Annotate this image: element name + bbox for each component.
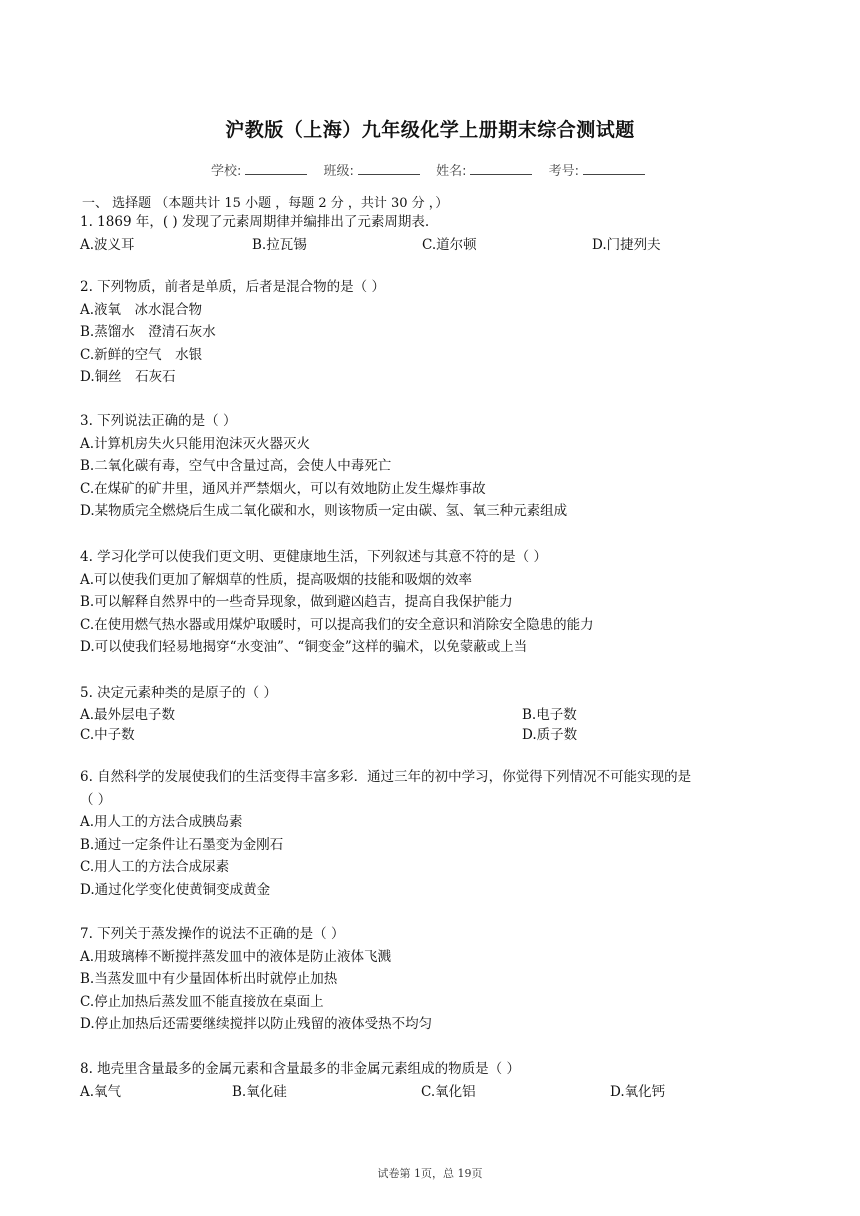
option-d: D.氧化钙 [610,1083,666,1100]
question-2 [80,276,780,389]
option-d: D.某物质完全燃烧后生成二氧化碳和水，则该物质一定由碳、氢、氧三种元素组成 [80,503,568,519]
option-d: D.铜丝 石灰石 [80,369,176,385]
option-c: C.道尔顿 [422,236,477,253]
exam-number-blank [583,162,645,175]
option-c: C.氧化铝 [421,1083,476,1100]
question-stem: 2. 下列物质，前者是单质，后者是混合物的是（ ） [80,279,385,295]
option-b: B.蒸馏水 澄清石灰水 [80,324,216,340]
option-a: A.氧气 [80,1083,122,1100]
option-b: B.当蒸发皿中有少量固体析出时就停止加热 [80,971,338,987]
class-label: 班级: [323,164,354,179]
question-1 [80,211,780,256]
section-heading: 一、 选择题 （本题共计 15 小题 ，每题 2 分 ，共计 30 分 ，） [82,196,449,211]
options-row [80,1081,780,1104]
option-a: A.计算机房失火只能用泡沫灭火器灭火 [80,435,311,452]
school-label: 学校: [211,164,242,179]
school-blank [245,162,307,175]
question-stem: 1. 1869 年，( ) 发现了元素周期律并编排出了元素周期表. [80,214,430,230]
question-4 [80,546,780,659]
exam-number-label: 考号: [548,164,579,179]
question-stem: 5. 决定元素种类的是原子的（ ） [80,685,277,701]
name-label: 姓名: [436,164,467,179]
options-row [80,234,780,257]
question-stem: 3. 下列说法正确的是（ ） [80,413,237,429]
option-a: A.用玻璃棒不断搅拌蒸发皿中的液体是防止液体飞溅 [80,948,392,965]
option-a: A.最外层电子数 [80,706,176,723]
question-stem: 8. 地壳里含量最多的金属元素和含量最多的非金属元素组成的物质是（ ） [80,1061,520,1077]
option-d: D.门捷列夫 [592,236,661,253]
page-title: 沪教版（上海）九年级化学上册期末综合测试题 [225,119,635,141]
option-c: C.新鲜的空气 水银 [80,346,203,363]
option-b: B.拉瓦锡 [252,236,307,253]
option-b: B.二氧化碳有毒，空气中含量过高，会使人中毒死亡 [80,458,392,474]
question-stem: 7. 下列关于蒸发操作的说法不正确的是（ ） [80,926,345,942]
option-b: B.通过一定条件让石墨变为金刚石 [80,836,284,853]
question-stem: 6. 自然科学的发展使我们的生活变得丰富多彩．通过三年的初中学习，你觉得下列情况不可能实现的是 [80,769,692,785]
question-3 [80,410,780,523]
student-info-line [0,160,860,179]
class-blank [358,162,420,175]
option-c: C.在使用燃气热水器或用煤炉取暖时，可以提高我们的安全意识和消除安全隐患的能力 [80,616,594,633]
question-5 [80,682,780,745]
option-b: B.氧化硅 [232,1083,287,1100]
option-d: D.停止加热后还需要继续搅拌以防止残留的液体受热不均匀 [80,1016,433,1032]
option-b: B.电子数 [522,706,577,723]
option-c: C.停止加热后蒸发皿不能直接放在桌面上 [80,993,324,1010]
question-8 [80,1058,780,1103]
option-a: A.波义耳 [80,236,135,253]
option-b: B.可以解释自然界中的一些奇异现象，做到避凶趋吉，提高自我保护能力 [80,594,513,610]
option-c: C.用人工的方法合成尿素 [80,859,230,875]
option-a: A.液氧 冰水混合物 [80,301,203,318]
options-grid [80,705,780,745]
option-c: C.在煤矿的矿井里，通风并严禁烟火，可以有效地防止发生爆炸事故 [80,480,486,497]
question-stem: 4. 学习化学可以使我们更文明、更健康地生活，下列叙述与其意不符的是（ ） [80,549,547,565]
question-7 [80,923,780,1036]
option-d: D.质子数 [522,726,578,743]
option-d: D.可以使我们轻易地揭穿“水变油”、“铜变金”这样的骗术，以免蒙蔽或上当 [80,639,528,655]
option-a: A.可以使我们更加了解烟草的性质，提高吸烟的技能和吸烟的效率 [80,571,473,588]
question-stem-continued: （ ） [80,791,112,808]
option-c: C.中子数 [80,726,135,743]
name-blank [470,162,532,175]
option-d: D.通过化学变化使黄铜变成黄金 [80,881,271,898]
page-footer: 试卷第 1页，总 19页 [377,1167,483,1180]
question-6 [80,766,800,901]
option-a: A.用人工的方法合成胰岛素 [80,814,243,830]
